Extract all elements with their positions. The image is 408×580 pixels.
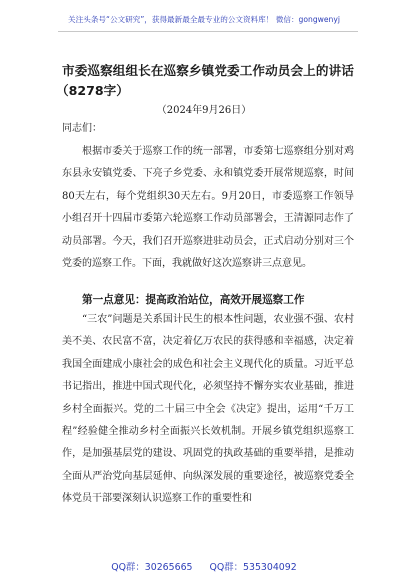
paragraph: “三农”问题是关系国计民生的根本性问题，农业强不强、农村美不美、农民富不富，决定着亿万农民的获得感和幸福感，决定着我国全面建成小康社会的成色和社会主义现代化的质量。习近平总书记指出，推进中国式现代化，必须坚持不懈夯实农业基础，推进乡村全面振兴。党的二十届三中全会《决定》提出，运用“千万工程”经验健全推动乡村全面振兴长效机制。开展乡镇党组织巡察工作，是加强基层党的建设、巩固党的执政基础的重要举措，是推动全面从严治党向基层延伸、向纵深发展的重要途径，被巡察党委全体党员干部要深刻认识巡察工作的重要性和 <box>62 314 354 505</box>
paragraph: 根据市委关于巡察工作的统一部署，市委第七巡察组分别对鸡东县永安镇党委、下亮子乡党委、永和镇党委开展常规巡察，时间80天左右，每个党组织30天左右。9月20日，市委巡察工作领导小组召开十四届市委第六轮巡察工作动员部署会，王清源同志作了动员部署。今天，我们召开巡察进驻动员会，正式启动分别对三个党委的巡察工作。下面，我就做好这次巡察讲三点意见。 <box>62 146 354 270</box>
qq-group-2: QQ群：535304092 <box>209 562 297 573</box>
section-heading: 第一点意见：提高政治站位，高效开展巡察工作 <box>82 294 305 306</box>
header-divider <box>58 31 358 32</box>
qq-group-1: QQ群：30265665 <box>111 562 193 573</box>
word-count: （8278字） <box>56 83 129 98</box>
speech-date: （2024年9月26日） <box>156 105 252 116</box>
footer-qq-groups <box>0 559 408 573</box>
document-title: 市委巡察组组长在巡察乡镇党委工作动员会上的讲话 <box>62 63 354 78</box>
salutation: 同志们： <box>62 123 102 134</box>
header-banner: 关注头条号“公文研究”，获得最新最全最专业的公文资料库！ 微信：gongwenyj <box>68 15 340 24</box>
